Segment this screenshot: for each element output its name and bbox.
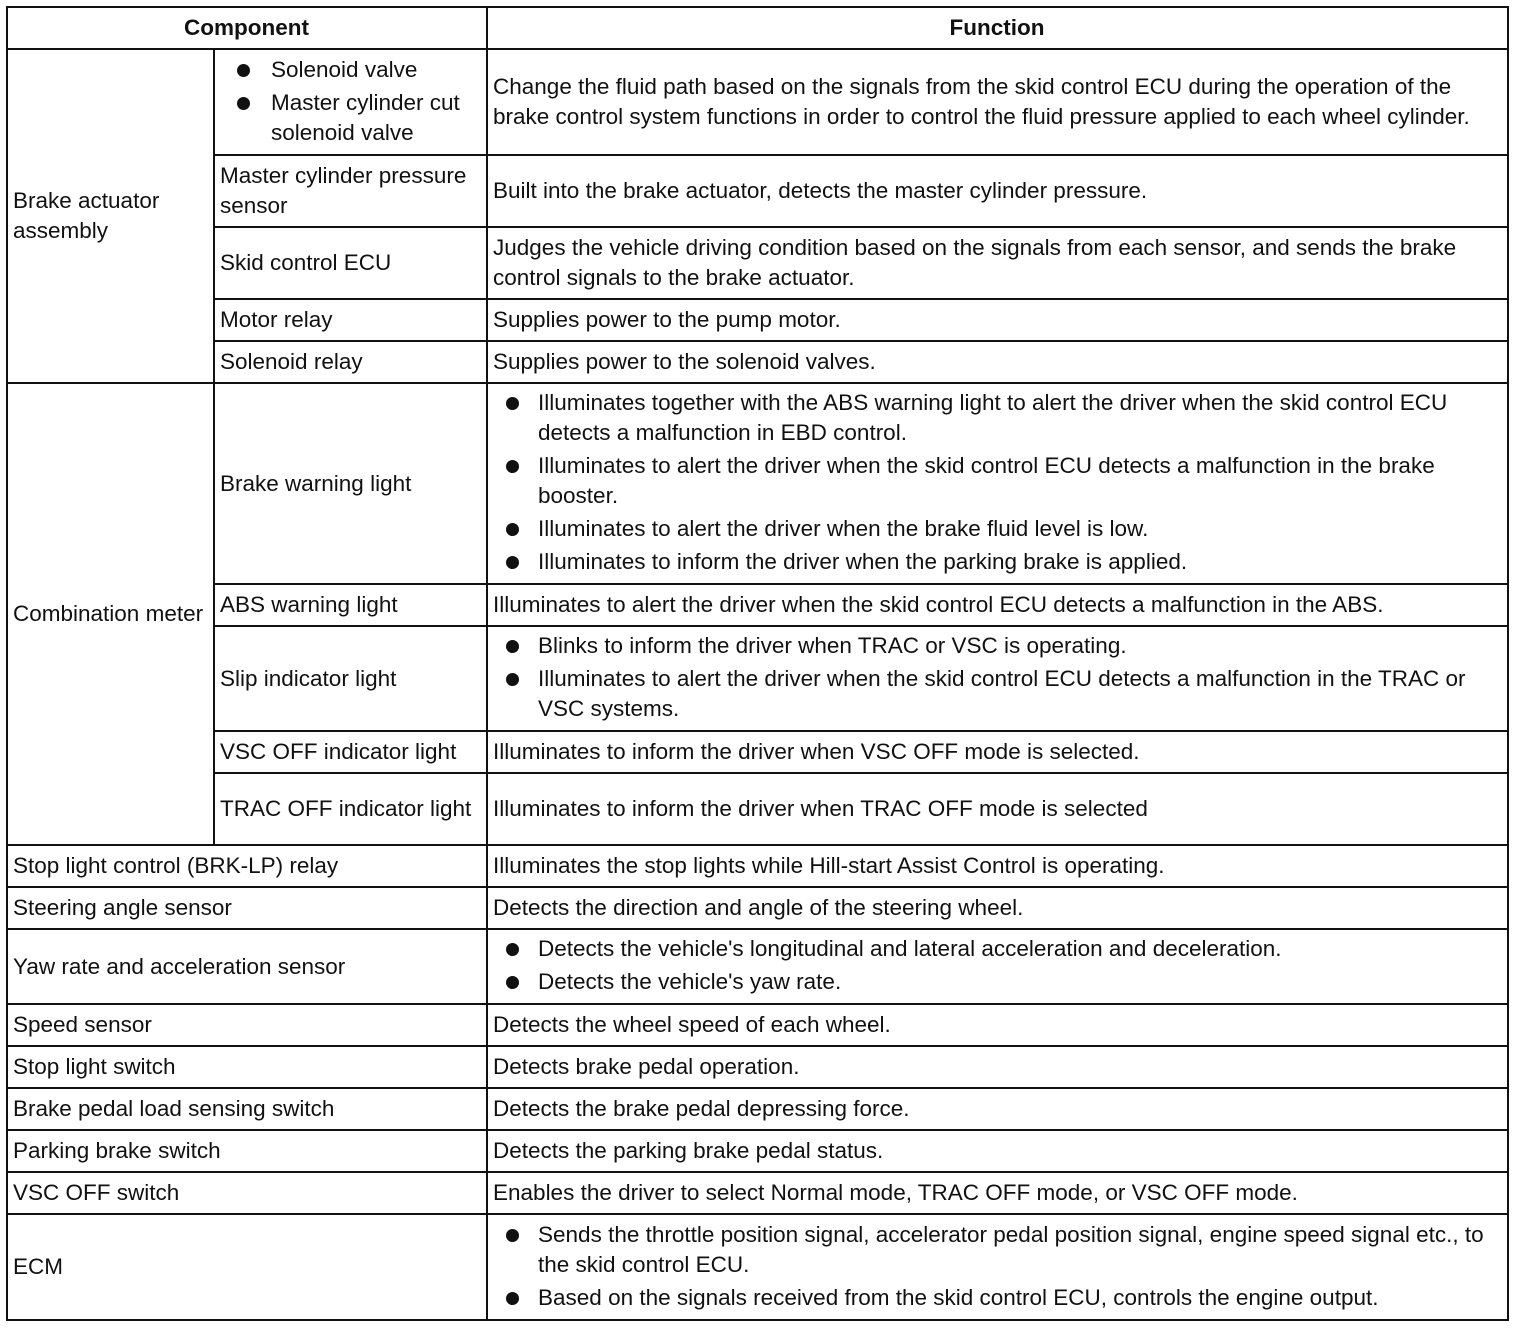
table-row [7,1004,1508,1046]
bullet-icon [506,556,519,569]
function-cell: Enables the driver to select Normal mode, TRAC OFF mode, or VSC OFF mode. [487,1172,1508,1214]
table-row [7,383,1508,584]
function-cell: Supplies power to the solenoid valves. [487,341,1508,383]
table-row [7,1172,1508,1214]
list-item: Master cylinder cut solenoid valve [215,88,480,148]
function-cell: Illuminates to inform the driver when VSC OFF mode is selected. [487,731,1508,773]
bullet-icon [506,1229,519,1242]
bullet-icon [237,97,250,110]
function-cell [487,626,1508,731]
component-cell: Master cylinder pressure sensor [214,155,487,227]
group-label-brake-actuator: Brake actuator assembly [7,49,214,383]
component-cell: Parking brake switch [7,1130,487,1172]
bullet-icon [237,64,250,77]
yaw-sensor-list [488,934,1501,997]
list-item: Illuminates to alert the driver when the skid control ECU detects a malfunction in the TRAC or VSC systems. [488,664,1501,724]
table-row [7,1130,1508,1172]
bullet-icon [506,397,519,410]
component-cell: Stop light control (BRK-LP) relay [7,845,487,887]
function-cell: Illuminates to inform the driver when TRAC OFF mode is selected [487,773,1508,845]
table-row [7,1088,1508,1130]
bullet-icon [506,460,519,473]
table-row [7,155,1508,227]
component-cell: Motor relay [214,299,487,341]
component-cell: Yaw rate and acceleration sensor [7,929,487,1004]
function-cell: Detects the brake pedal depressing force. [487,1088,1508,1130]
ecm-list [488,1220,1501,1313]
function-cell [487,383,1508,584]
table-row [7,929,1508,1004]
bullet-icon [506,976,519,989]
bullet-icon [506,1292,519,1305]
table-row [7,845,1508,887]
bullet-icon [506,640,519,653]
function-cell [487,929,1508,1004]
list-item: Illuminates to inform the driver when the parking brake is applied. [488,547,1501,577]
solenoid-list [215,55,480,148]
bullet-icon [506,673,519,686]
component-cell: Skid control ECU [214,227,487,299]
table-row [7,887,1508,929]
list-item: Sends the throttle position signal, accelerator pedal position signal, engine speed signal etc., to the skid control ECU. [488,1220,1501,1280]
list-item: Illuminates together with the ABS warning light to alert the driver when the skid control ECU detects a malfunction in EBD control. [488,388,1501,448]
component-cell: Speed sensor [7,1004,487,1046]
component-function-table [6,6,1509,1321]
function-cell: Detects the wheel speed of each wheel. [487,1004,1508,1046]
component-cell: Steering angle sensor [7,887,487,929]
function-cell [487,1214,1508,1320]
list-item: Based on the signals received from the skid control ECU, controls the engine output. [488,1283,1501,1313]
component-cell: Stop light switch [7,1046,487,1088]
list-item: Illuminates to alert the driver when the brake fluid level is low. [488,514,1501,544]
function-cell: Illuminates to alert the driver when the skid control ECU detects a malfunction in the ABS. [487,584,1508,626]
brake-warning-list [488,388,1501,577]
table-row [7,1214,1508,1320]
list-item: Illuminates to alert the driver when the skid control ECU detects a malfunction in the brake booster. [488,451,1501,511]
component-cell: VSC OFF indicator light [214,731,487,773]
table-row [7,731,1508,773]
table-row [7,1046,1508,1088]
function-cell: Detects the direction and angle of the steering wheel. [487,887,1508,929]
component-cell: Brake pedal load sensing switch [7,1088,487,1130]
header-component: Component [7,7,487,49]
list-item: Detects the vehicle's yaw rate. [488,967,1501,997]
header-row [7,7,1508,49]
table-row [7,626,1508,731]
component-cell: Slip indicator light [214,626,487,731]
list-item: Blinks to inform the driver when TRAC or VSC is operating. [488,631,1501,661]
component-cell: Brake warning light [214,383,487,584]
list-item: Detects the vehicle's longitudinal and lateral acceleration and deceleration. [488,934,1501,964]
function-cell: Detects the parking brake pedal status. [487,1130,1508,1172]
header-function: Function [487,7,1508,49]
table-row [7,49,1508,155]
function-cell: Judges the vehicle driving condition based on the signals from each sensor, and sends the brake control signals to the brake actuator. [487,227,1508,299]
list-item: Solenoid valve [215,55,480,85]
group-label-combination-meter: Combination meter [7,383,214,845]
function-cell: Detects brake pedal operation. [487,1046,1508,1088]
table-row [7,299,1508,341]
function-cell: Built into the brake actuator, detects the master cylinder pressure. [487,155,1508,227]
component-cell: VSC OFF switch [7,1172,487,1214]
function-cell: Illuminates the stop lights while Hill-start Assist Control is operating. [487,845,1508,887]
table-row [7,227,1508,299]
component-cell: TRAC OFF indicator light [214,773,487,845]
function-cell: Supplies power to the pump motor. [487,299,1508,341]
component-cell: ABS warning light [214,584,487,626]
slip-indicator-list [488,631,1501,724]
table-row [7,584,1508,626]
bullet-icon [506,523,519,536]
component-cell: ECM [7,1214,487,1320]
table-row [7,341,1508,383]
component-cell [214,49,487,155]
function-cell: Change the fluid path based on the signals from the skid control ECU during the operation of the brake control system functions in order to control the fluid pressure applied to each wheel cylinder. [487,49,1508,155]
table-row [7,773,1508,845]
component-cell: Solenoid relay [214,341,487,383]
bullet-icon [506,943,519,956]
